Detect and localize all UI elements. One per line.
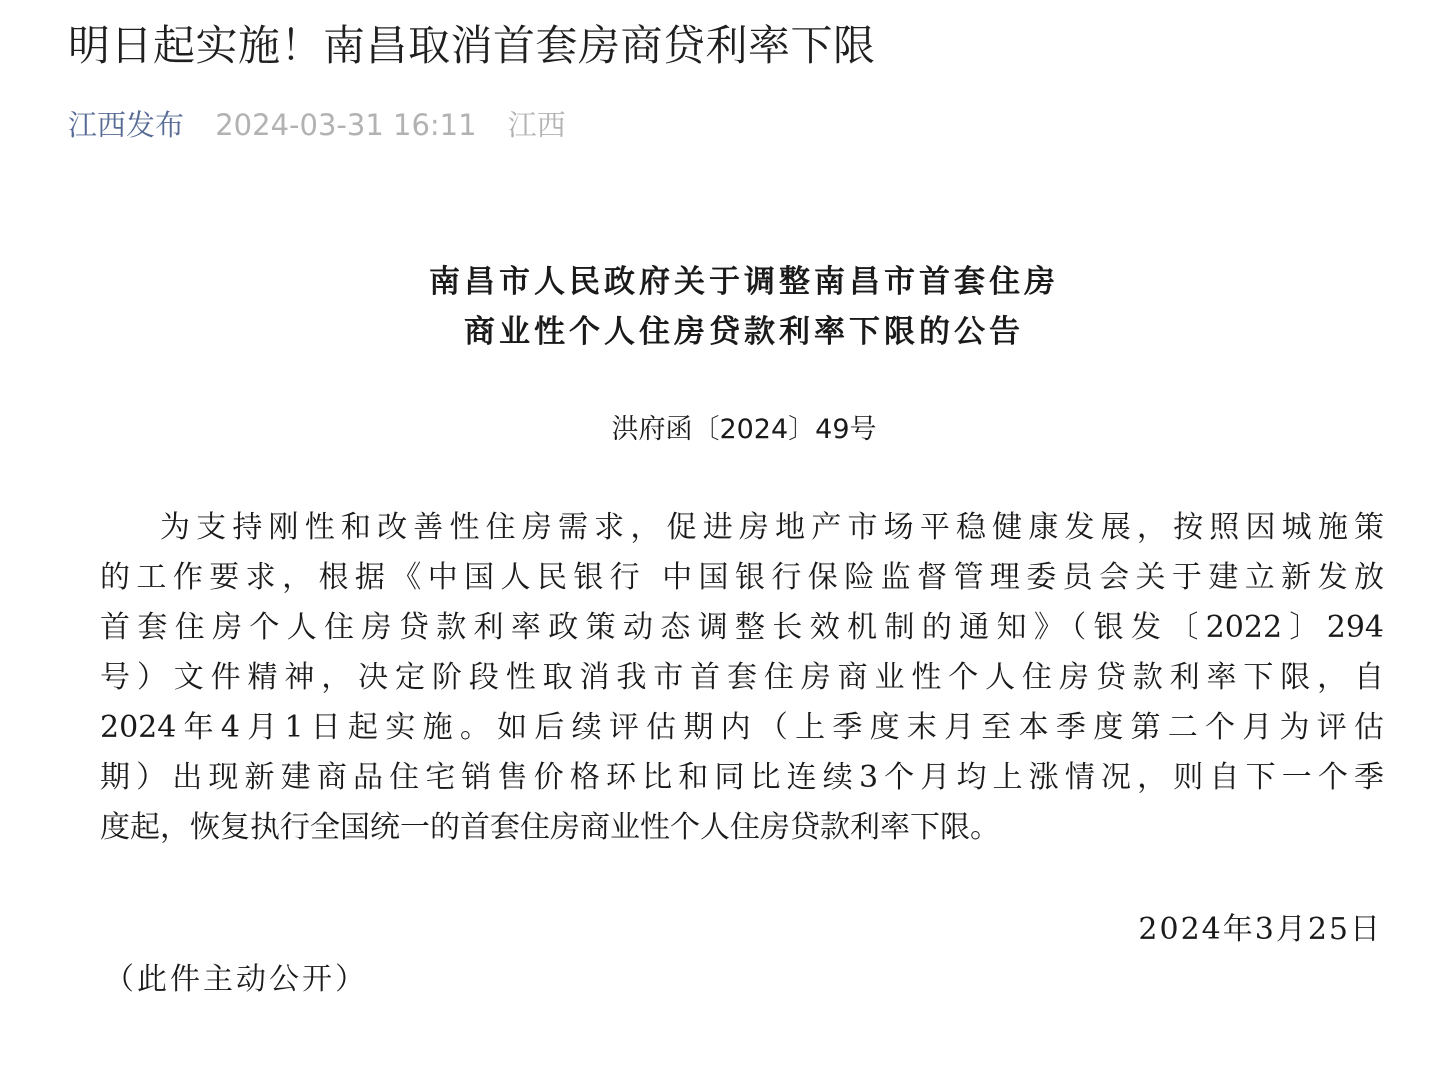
- paragraph-line: 的工作要求，根据《中国人民银行 中国银行保险监督管理委员会关于建立新发放: [100, 560, 1384, 595]
- paragraph-line: 首套住房个人住房贷款利率政策动态调整长效机制的通知》（银发〔2022〕294: [100, 610, 1384, 645]
- paragraph-line: 为支持刚性和改善性住房需求，促进房地产市场平稳健康发展，按照因城施策: [160, 510, 1384, 545]
- disclosure-note: （此件主动公开）: [104, 962, 368, 997]
- signature-date: 2024年3月25日: [1138, 912, 1382, 947]
- article-title: 明日起实施！南昌取消首套房商贷利率下限: [68, 21, 876, 70]
- paragraph-line: 期）出现新建商品住宅销售价格环比和同比连续3个月均上涨情况，则自下一个季: [100, 760, 1384, 795]
- notice-title-line-1: 南昌市人民政府关于调整南昌市首套住房: [429, 264, 1059, 300]
- notice-title-line-2: 商业性个人住房贷款利率下限的公告: [464, 314, 1024, 350]
- source-account-link[interactable]: 江西发布: [68, 108, 185, 142]
- document-number: 洪府函〔2024〕49号: [611, 414, 877, 445]
- article-meta: [68, 104, 566, 146]
- paragraph-line: 号）文件精神，决定阶段性取消我市首套住房商业性个人住房贷款利率下限，自: [100, 660, 1384, 695]
- paragraph-line: 度起，恢复执行全国统一的首套住房商业性个人住房贷款利率下限。: [100, 810, 1000, 845]
- publish-time: 2024-03-31 16:11: [215, 108, 477, 142]
- publish-location: 江西: [507, 108, 566, 142]
- paragraph-line: 2024年4月1日起实施。如后续评估期内（上季度末月至本季度第二个月为评估: [100, 710, 1384, 745]
